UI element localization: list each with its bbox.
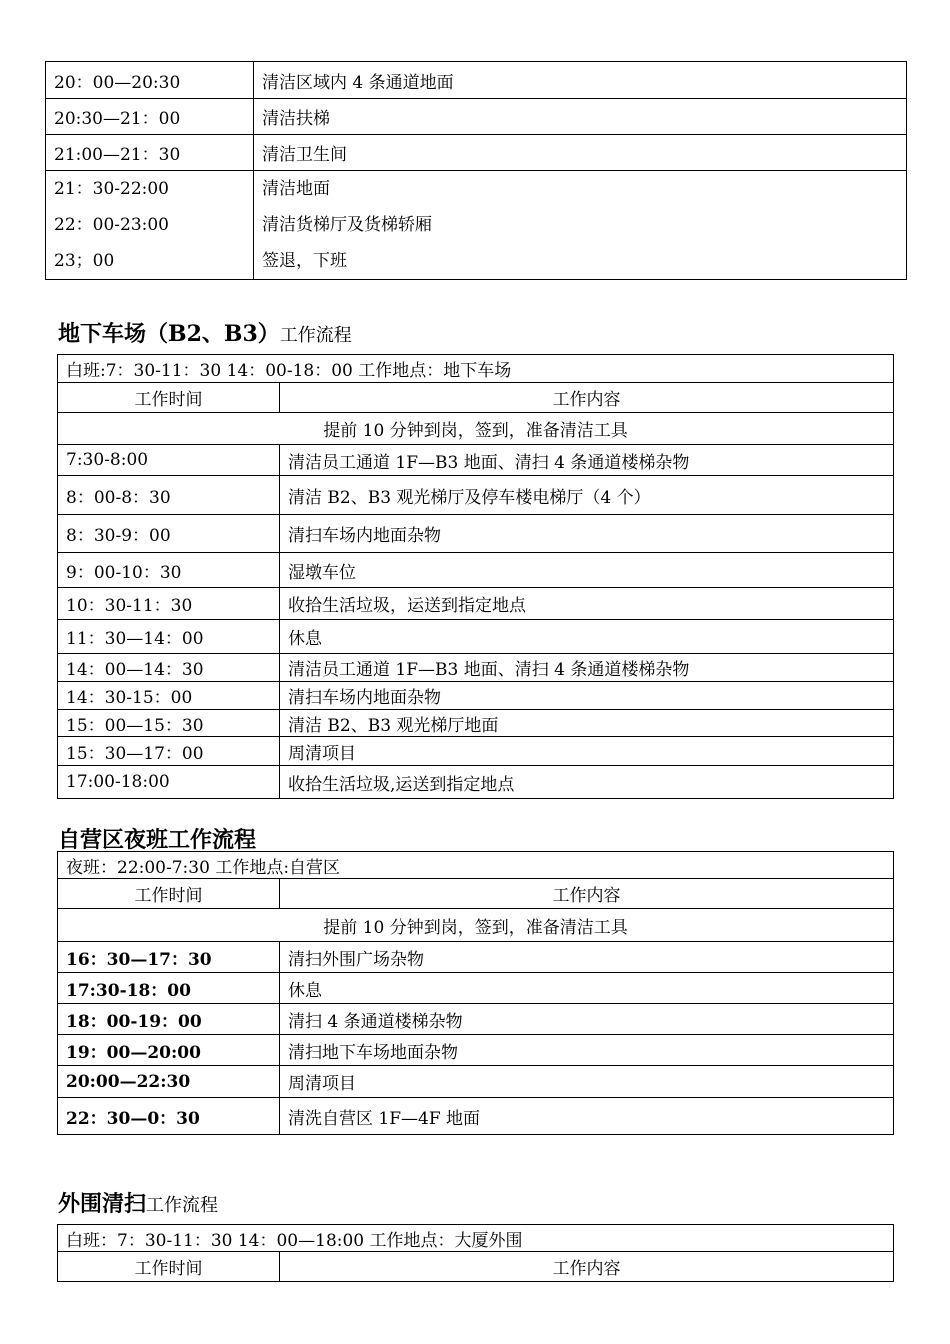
content-line: 清洁地面 [262,179,330,199]
content-cell: 清扫车场内地面杂物 [280,515,894,553]
header-time: 工作时间 [58,1252,280,1282]
content-cell: 清扫车场内地面杂物 [280,682,894,710]
content-cell: 清洁卫生间 [254,135,907,171]
header-content: 工作内容 [280,1252,894,1282]
time-cell: 15：30—17：00 [58,737,280,766]
time-line: 23；00 [54,251,115,271]
content-cell: 周清项目 [280,1066,894,1098]
content-cell: 清洁扶梯 [254,99,907,135]
table-row [58,710,894,737]
heading-suffix: 工作流程 [146,1195,219,1216]
heading-main: 地下车场（B2、B3） [58,321,280,347]
shift-info: 白班：7：30-11：30 14：00—18:00 工作地点：大厦外围 [58,1225,894,1252]
header-time: 工作时间 [58,383,280,413]
table-row [58,515,894,553]
content-cell: 休息 [280,620,894,654]
time-cell: 10：30-11：30 [58,588,280,620]
table-row [58,553,894,588]
header-row [58,879,894,909]
table-row [46,135,907,171]
time-cell [46,171,254,280]
table-row [58,588,894,620]
content-cell: 清洗自营区 1F—4F 地面 [280,1098,894,1135]
night-schedule-table [45,61,907,280]
notice-row [58,909,894,942]
content-line: 清洁货梯厅及货梯轿厢 [262,215,432,235]
content-cell [254,171,907,280]
table-row [58,1035,894,1066]
section-heading-exterior [58,1187,218,1218]
table-row [58,682,894,710]
time-cell: 11：30—14：00 [58,620,280,654]
time-cell: 7:30-8:00 [58,445,280,476]
time-cell: 8：00-8：30 [58,476,280,515]
content-cell: 清扫 4 条通道楼梯杂物 [280,1004,894,1035]
time-cell: 17:00-18:00 [58,766,280,799]
content-cell: 清扫外围广场杂物 [280,942,894,973]
section-heading-night-shift [58,823,256,854]
time-cell: 20:30—21：00 [46,99,254,135]
time-cell: 15：00—15：30 [58,710,280,737]
table-row [58,654,894,682]
time-cell: 9：00-10：30 [58,553,280,588]
time-cell: 16：30—17：30 [58,942,280,973]
time-cell: 20：00—20:30 [46,62,254,99]
info-row [58,1225,894,1252]
table-row [46,171,907,280]
arrival-notice: 提前 10 分钟到岗，签到，准备清洁工具 [58,909,894,942]
header-content: 工作内容 [280,879,894,909]
time-cell: 8：30-9：00 [58,515,280,553]
shift-info: 白班:7：30-11：30 14：00-18：00 工作地点：地下车场 [58,355,894,383]
table-row [58,620,894,654]
content-cell: 清洁员工通道 1F—B3 地面、清扫 4 条通道楼梯杂物 [280,445,894,476]
info-row [58,355,894,383]
time-cell: 18：00-19：00 [58,1004,280,1035]
table-row [58,766,894,799]
table-row [58,476,894,515]
parking-schedule-table [57,354,894,799]
exterior-schedule-table [57,1224,894,1282]
table-row [58,737,894,766]
content-cell: 收拾生活垃圾，运送到指定地点 [280,588,894,620]
content-cell: 清洁员工通道 1F—B3 地面、清扫 4 条通道楼梯杂物 [280,654,894,682]
content-cell: 清洁 B2、B3 观光梯厅地面 [280,710,894,737]
content-cell: 收拾生活垃圾,运送到指定地点 [280,766,894,799]
time-cell: 19：00—20:00 [58,1035,280,1066]
notice-row [58,413,894,445]
header-time: 工作时间 [58,879,280,909]
time-cell: 22：30—0：30 [58,1098,280,1135]
heading-suffix: 工作流程 [279,325,352,346]
time-line: 21：30-22:00 [54,179,169,199]
arrival-notice: 提前 10 分钟到岗，签到，准备清洁工具 [58,413,894,445]
section-heading-parking [58,317,352,348]
table-row [58,1066,894,1098]
time-cell: 21:00—21：30 [46,135,254,171]
table-row [58,942,894,973]
heading-main: 自营区夜班工作流程 [58,827,257,853]
table-row [58,445,894,476]
content-cell: 清洁区域内 4 条通道地面 [254,62,907,99]
header-row [58,383,894,413]
content-cell: 休息 [280,973,894,1004]
time-line: 22：00-23:00 [54,215,169,235]
time-cell: 14：30-15：00 [58,682,280,710]
shift-info: 夜班：22:00-7:30 工作地点:自营区 [58,852,894,879]
content-cell: 清扫地下车场地面杂物 [280,1035,894,1066]
heading-main: 外围清扫 [58,1191,147,1217]
content-line: 签退，下班 [262,251,347,271]
content-cell: 湿墩车位 [280,553,894,588]
table-row [58,1004,894,1035]
content-cell: 清洁 B2、B3 观光梯厅及停车楼电梯厅（4 个） [280,476,894,515]
time-cell: 20:00—22:30 [58,1066,280,1098]
info-row [58,852,894,879]
night-shift-table [57,851,894,1135]
time-cell: 14：00—14：30 [58,654,280,682]
table-row [58,1098,894,1135]
table-row [46,62,907,99]
time-cell: 17:30-18：00 [58,973,280,1004]
header-row [58,1252,894,1282]
content-cell: 周清项目 [280,737,894,766]
table-row [58,973,894,1004]
table-row [46,99,907,135]
header-content: 工作内容 [280,383,894,413]
